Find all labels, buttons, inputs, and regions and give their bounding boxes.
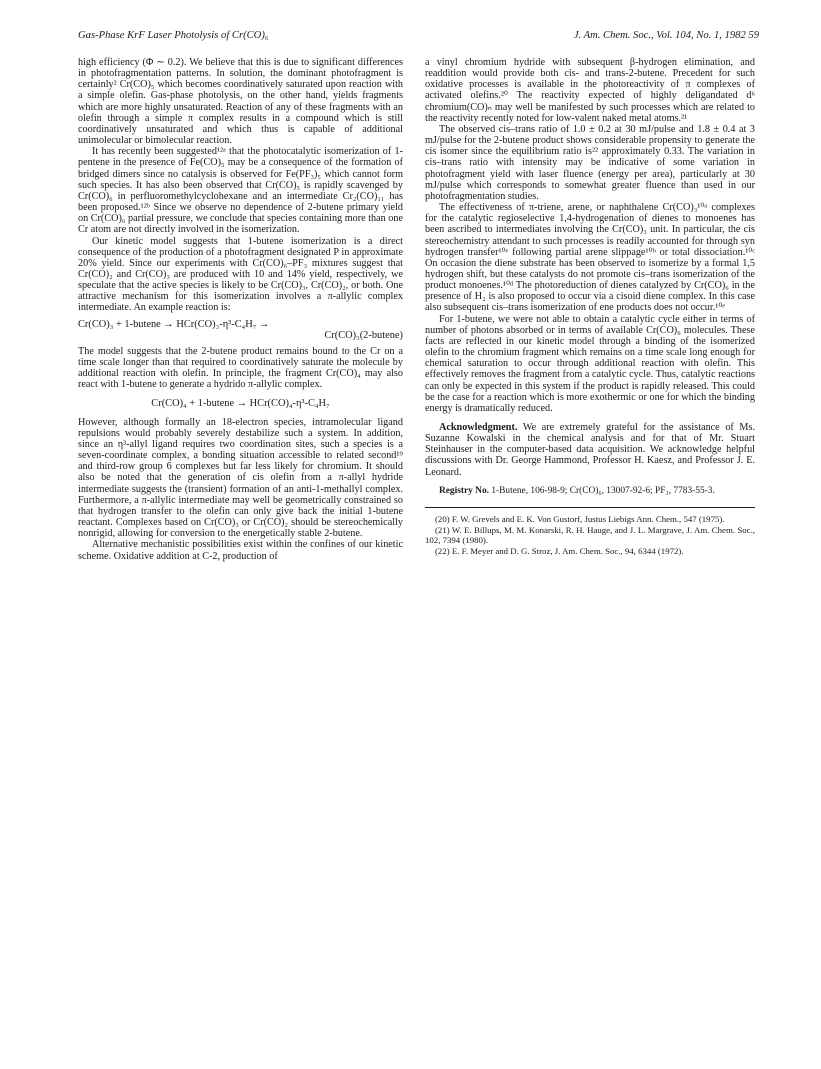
equation-line: Cr(CO)₃(2-butene) <box>324 329 403 341</box>
footnote-divider <box>425 507 755 508</box>
paragraph: a vinyl chromium hydride with subsequent β-hydrogen elimination, and readdition would provide both cis- and trans-2-butene. Precedent for such oxidative processes is available in the photoreactivity of π complexes of activated olefins.²⁰ The reactivity expected of highly deligandated d⁶ chromium(CO)ₙ may well be manifested by such processes which are related to the reactivity recently noted for low-valent naked metal atoms.²¹ <box>425 57 755 124</box>
header-journal-citation: J. Am. Chem. Soc., Vol. 104, No. 1, 1982 59 <box>573 30 759 41</box>
acknowledgment-heading: Acknowledgment. <box>439 422 518 433</box>
reference-item: (21) W. E. Billups, M. M. Konarski, R. H. Hauge, and J. L. Margrave, J. Am. Chem. Soc., 102, 7394 (1980). <box>425 524 755 545</box>
acknowledgment-text: We are extremely grateful for the assistance of Ms. Suzanne Kowalski in the chemical analysis and for that of Mr. Stuart Steinhauser in the computer-based data acquisition. We acknowledge helpful discussions with Dr. George Hammond, Professor H. Kaesz, and Professor J. E. Leonard. <box>425 422 755 478</box>
registry-heading: Registry No. <box>439 485 489 496</box>
running-header <box>78 30 759 46</box>
acknowledgment <box>425 422 755 478</box>
paragraph: It has recently been suggested¹²ᵃ that the photocatalytic isomerization of 1-pentene in the presence of Fe(CO)₅ may be a consequence of the formation of bridged dimers since no catalysis is observed for Fe(PF₃)₅ which cannot form such species. It has also been observed that Cr(CO)₅ is rapidly scavenged by Cr(CO)₆ in perfluoromethylcyclohexane and an intermediate Cr₂(CO)₁₁ has been proposed.¹²ᵇ Since we observe no dependence of 2-butene primary yield on Cr(CO)₆ partial pressure, we conclude that species containing more than one Cr atom are not directly involved in the isomerization. <box>78 146 403 236</box>
header-article-title: Gas-Phase KrF Laser Photolysis of Cr(CO)₆ <box>78 30 269 41</box>
paragraph: Alternative mechanistic possibilities exist within the confines of our kinetic scheme. Oxidative addition at C-2, production of <box>78 539 403 562</box>
paragraph: The effectiveness of π-triene, arene, or naphthalene Cr(CO)₃¹⁰ᵃ complexes for the catalytic regioselective 1,4-hydrogenation of dienes to monoenes has been ascribed to intermediates involving the Cr(CO)₃ unit. In particular, the cis stereochemistry attendant to such processes is readily accounted for through syn hydrogen transfer¹⁰ᵉ following partial arene slippage¹⁰ᵇ or total dissociation.¹⁰ᶜ On occasion the diene substrate has been observed to isomerize by a formal 1,5 hydrogen shift, but these catalysts do not promote cis–trans isomerization of the product monoenes.¹⁰ᵈ The photoreduction of dienes catalyzed by Cr(CO)₆ in the presence of H₂ is also proposed to occur via a cisoid diene complex. In this case also subsequent cis–trans isomerization of ene products does not occur.¹⁰ᵉ <box>425 202 755 314</box>
equation-line: Cr(CO)₃ + 1-butene → HCr(CO)₃-η³-C₄H₇ → <box>78 318 270 330</box>
registry-numbers <box>425 486 755 497</box>
paragraph: The model suggests that the 2-butene product remains bound to the Cr on a time scale longer than that required to coordinatively saturate the molecule by additional reaction with olefin. In principle, the fragment Cr(CO)₄ may also react with 1-butene to generate a hydrido π-allylic complex. <box>78 345 403 391</box>
reaction-equation-2: Cr(CO)₄ + 1-butene → HCr(CO)₄-η³-C₄H₇ <box>151 397 330 409</box>
references-list <box>425 514 755 557</box>
reference-item: (22) E. F. Meyer and D. G. Stroz, J. Am. Chem. Soc., 94, 6344 (1972). <box>435 546 684 557</box>
paragraph: For 1-butene, we were not able to obtain a catalytic cycle either in terms of number of photons absorbed or in terms of available Cr(CO)₆ molecules. These facts are reflected in our kinetic model through a binding of the isomerized olefin to the chromium fragment which remains on a time scale long enough for chemical saturation to occur through additional reaction with olefin. This effectively removes the fragment from a catalytic cycle. Thus, catalytic reactions can only be expected in this system if the product is rapidly released. This could be the case for a reaction which is more exothermic or one for which the binding energy is dramatically reduced. <box>425 313 755 414</box>
reference-item: (20) F. W. Grevels and E. K. Von Gustorf, Justus Liebigs Ann. Chem., 547 (1975). <box>435 513 725 524</box>
paragraph: However, although formally an 18-electron species, intramolecular ligand repulsions would probably severely destabilize such a system. In addition, since an η³-allyl ligand requires two coordination sites, such a species is a seven-coordinate complex, a bonding situation accessible to related second¹⁹ and third-row group 6 complexes but far less likely for chromium. It should also be noted that the generation of cis olefin from a π-allyl hydride intermediate suggests the (transient) formation of an anti-1-methallyl complex. Furthermore, a π-allylic intermediate may well be geometrically constrained so that hydrogen transfer to the olefin can only give back the initial 1-butene reactant. Complexes based on Cr(CO)₃ or Cr(CO)₂ should be stereochemically nonrigid, allowing for conversion to the energetically stable 2-butene. <box>78 416 403 540</box>
left-column <box>78 57 403 562</box>
paragraph: Our kinetic model suggests that 1-butene isomerization is a direct consequence of the production of a photofragment designated P in approximate 20% yield. Since our experiments with Cr(CO)₆–PF₃ mixtures suggest that Cr(CO)₂ and Cr(CO)₃ are produced with 10 and 14% yield, respectively, we speculate that the active species is likely to be Cr(CO)₃, Cr(CO)₂, or both. One attractive mechanism for this isomerization involves a π-allylic complex intermediate. An example reaction is: <box>78 235 403 314</box>
right-column <box>425 57 755 557</box>
paragraph: high efficiency (Φ ∼ 0.2). We believe that this is due to significant differences in photofragmentation patterns. In solution, the dominant photofragment is certainly² Cr(CO)₅ which becomes coordinatively saturated upon reaction with a simple olefin. Gas-phase photolysis, on the other hand, yields fragments which are more highly unsaturated. Reaction of any of these fragments with an olefin through a simple π complex results in a compound which is still coordinatively unsaturated and which thus is capable of additional unimolecular or bimolecular reaction. <box>78 57 403 147</box>
paragraph: The observed cis–trans ratio of 1.0 ± 0.2 at 30 mJ/pulse and 1.8 ± 0.4 at 3 mJ/pulse for the 2-butene product shows considerable propensity to generate the cis isomer since the equilibrium ratio is²² approximately 0.33. The variation in cis–trans ratio with intensity may be indicative of some variation in photofragment yield with laser fluence (energy per area), particularly at 30 mJ/pulse which corresponds to somewhat greater fluence than used in our photofragmentation studies. <box>425 123 755 202</box>
registry-text: 1-Butene, 106-98-9; Cr(CO)₆, 13007-92-6; PF₃, 7783-55-3. <box>489 485 715 496</box>
reaction-equation-1 <box>78 319 403 341</box>
